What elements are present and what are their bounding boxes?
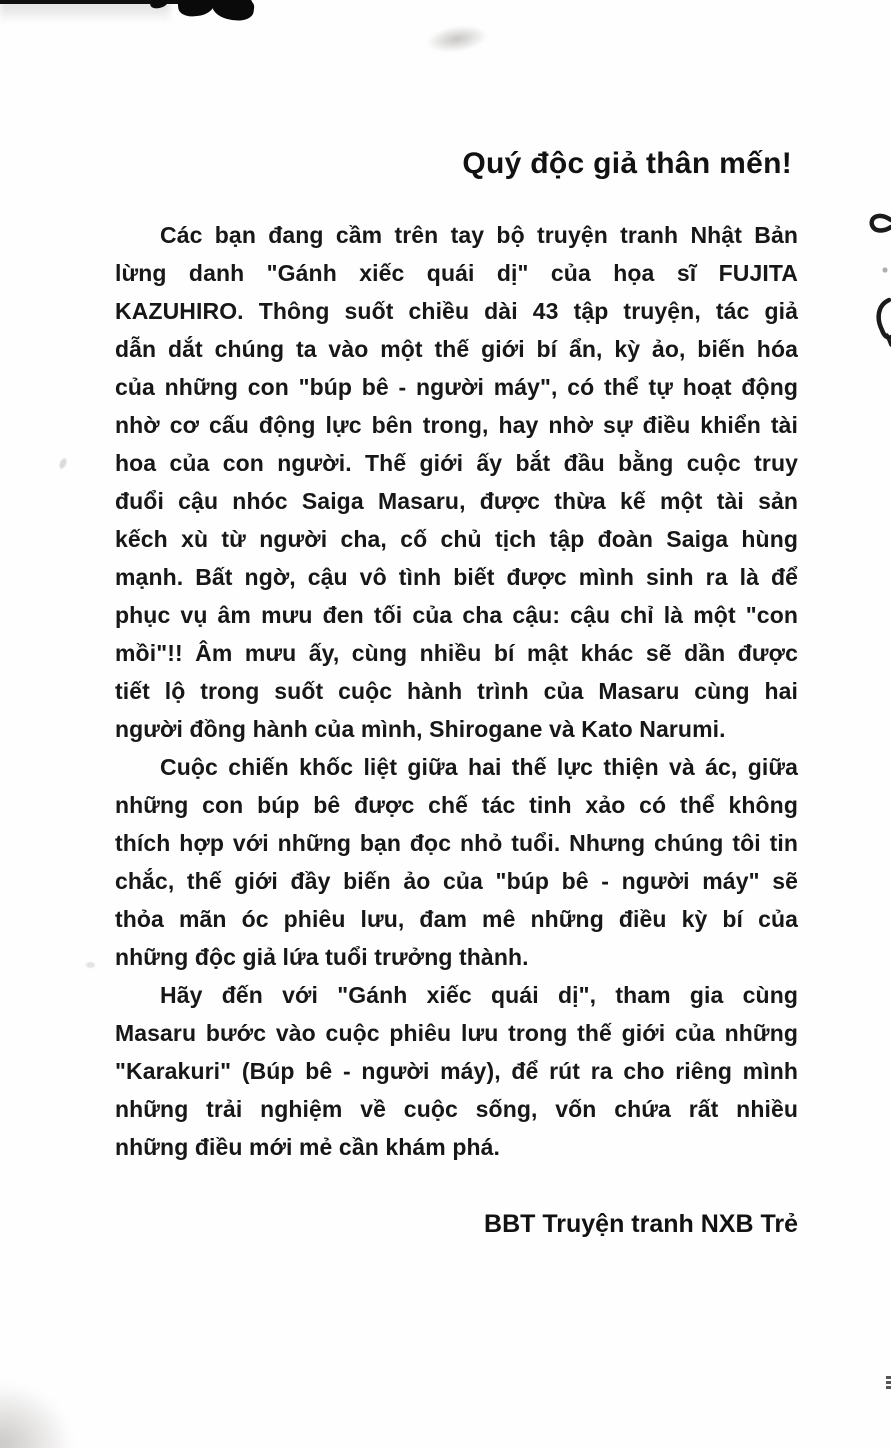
paragraph-2-line-5: thỏa mãn óc phiêu lưu, đam mê những điều kỳ bí của	[115, 906, 798, 932]
right-edge-tick	[886, 1376, 891, 1391]
paragraph-1-line-9: kếch xù từ người cha, cố chủ tịch tập đoàn Saiga hùng	[115, 526, 798, 552]
right-edge-ink-marks	[867, 208, 891, 348]
top-edge-ink-bar	[0, 0, 252, 4]
paragraph-2-line-1: Cuộc chiến khốc liệt giữa hai thế lực thiện và ác, giữa	[160, 754, 798, 780]
top-center-smudge	[424, 22, 489, 56]
paragraph-1-line-12: mồi"!! Âm mưu ấy, cùng nhiều bí mật khác sẽ dần được	[115, 640, 798, 666]
paragraph-3-line-1: Hãy đến với "Gánh xiếc quái dị", tham gia cùng	[160, 982, 798, 1008]
letter-body	[115, 216, 798, 1166]
paragraph-1-line-5: của những con "búp bê - người máy", có thể tự hoạt động	[115, 374, 798, 400]
paragraph-3-line-2: Masaru bước vào cuộc phiêu lưu trong thế giới của những	[115, 1020, 798, 1046]
paragraph-1-line-4: dẫn dắt chúng ta vào một thế giới bí ẩn, kỳ ảo, biến hóa	[115, 336, 798, 362]
paragraph-1-line-10: mạnh. Bất ngờ, cậu vô tình biết được mình sinh ra là để	[115, 564, 798, 590]
paragraph-3-line-4: những trải nghiệm về cuộc sống, vốn chứa rất nhiều	[115, 1096, 798, 1122]
paragraph-1-line-8: đuổi cậu nhóc Saiga Masaru, được thừa kế một tài sản	[115, 488, 798, 514]
paragraph-1-line-2: lừng danh "Gánh xiếc quái dị" của họa sĩ FUJITA	[115, 260, 798, 286]
paragraph-3-line-5: những điều mới mẻ cần khám phá.	[115, 1134, 501, 1160]
paragraph-1-line-6: nhờ cơ cấu động lực bên trong, hay nhờ sự điều khiển tài	[115, 412, 798, 438]
bottom-left-smudge	[0, 1382, 74, 1448]
paragraph-1-line-13: tiết lộ trong suốt cuộc hành trình của Masaru cùng hai	[115, 678, 798, 704]
paragraph-2-line-2: những con búp bê được chế tác tinh xảo có thể không	[115, 792, 798, 818]
top-edge-ink-blob-small	[149, 0, 169, 9]
paragraph-1-line-1: Các bạn đang cầm trên tay bộ truyện tranh Nhật Bản	[160, 222, 798, 248]
left-margin-speck	[58, 457, 68, 470]
paragraph-1-line-7: hoa của con người. Thế giới ấy bắt đầu bằng cuộc truy	[115, 450, 798, 476]
top-edge-fade-smudge	[0, 2, 170, 28]
paragraph-2-line-3: thích hợp với những bạn đọc nhỏ tuổi. Nhưng chúng tôi tin	[115, 830, 798, 856]
paragraph-2-line-4: chắc, thế giới đầy biến ảo của "búp bê - người máy" sẽ	[115, 868, 798, 894]
paragraph-1-line-3: KAZUHIRO. Thông suốt chiều dài 43 tập truyện, tác giả	[115, 298, 798, 324]
paragraph-1-line-11: phục vụ âm mưu đen tối của cha cậu: cậu chỉ là một "con	[115, 602, 798, 628]
paragraph-1-line-14: người đồng hành của mình, Shirogane và Kato Narumi.	[115, 716, 726, 742]
letter-signature: BBT Truyện tranh NXB Trẻ	[484, 1210, 798, 1238]
left-margin-speck-2	[86, 962, 95, 968]
paragraph-3-line-3: "Karakuri" (Búp bê - người máy), để rút ra cho riêng mình	[115, 1058, 798, 1084]
letter-content	[115, 142, 798, 1242]
letter-title: Quý độc giả thân mến!	[462, 147, 792, 180]
top-edge-ink-blob-left	[177, 0, 215, 18]
paragraph-2-line-6: những độc giả lứa tuổi trưởng thành.	[115, 944, 529, 970]
top-edge-ink-blob-right	[211, 0, 256, 22]
